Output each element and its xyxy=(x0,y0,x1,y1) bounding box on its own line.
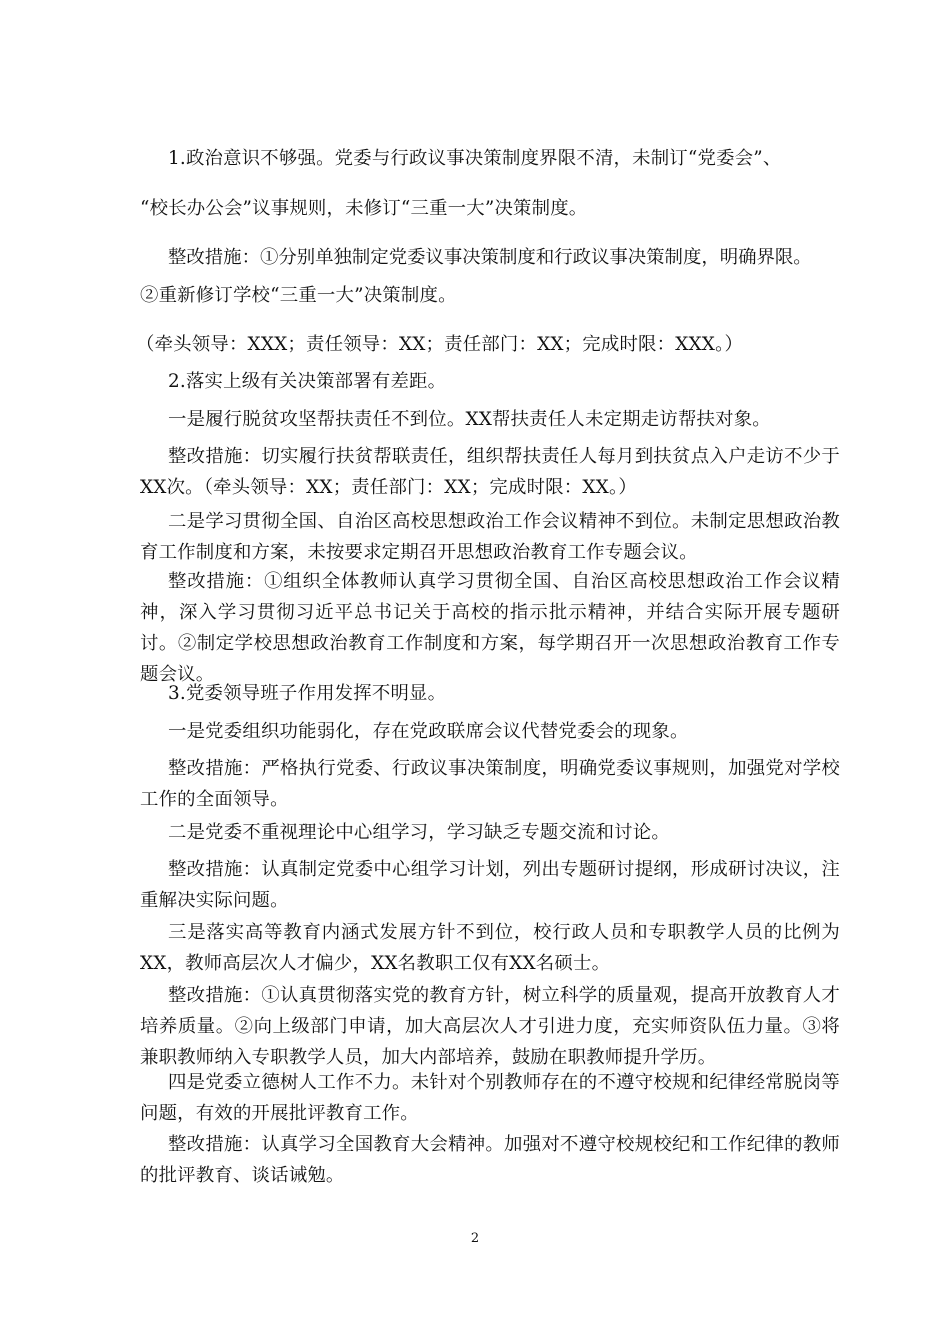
paragraph-issue-1-line-2: “校长办公会”议事规则，未修订“三重一大”决策制度。 xyxy=(140,198,588,219)
paragraph-issue-3-4: 四是党委立德树人工作不力。未针对个别教师存在的不遵守校规和纪律经常脱岗等问题，有效的开展批评教育工作。 xyxy=(140,1072,840,1124)
paragraph-measure-2-2: 整改措施：①组织全体教师认真学习贯彻全国、自治区高校思想政治工作会议精神，深入学习贯彻习近平总书记关于高校的指示批示精神，并结合实际开展专题研讨。②制定学校思想政治教育工作制度和方案，每学期召开一次思想政治教育工作专题会议。 xyxy=(140,571,840,685)
paragraph-issue-1-line-1: 1.政治意识不够强。党委与行政议事决策制度界限不清，未制订“党委会”、 xyxy=(168,148,782,169)
paragraph-measure-1-line-1: 整改措施：①分别单独制定党委议事决策制度和行政议事决策制度，明确界限。 xyxy=(168,247,812,268)
paragraph-measure-2-1: 整改措施：切实履行扶贫帮联责任，组织帮扶责任人每月到扶贫点入户走访不少于XX次。（牵头领导：XX；责任部门：XX；完成时限：XX。） xyxy=(140,446,840,498)
paragraph-measure-3-1: 整改措施：严格执行党委、行政议事决策制度，明确党委议事规则，加强党对学校工作的全面领导。 xyxy=(140,758,840,810)
paragraph-responsibility-1: （牵头领导：XXX；责任领导：XX；责任部门：XX；完成时限：XXX。） xyxy=(136,334,744,355)
heading-issue-3: 3.党委领导班子作用发挥不明显。 xyxy=(168,683,447,704)
page-number: 2 xyxy=(470,1231,480,1246)
paragraph-issue-3-1: 一是党委组织功能弱化，存在党政联席会议代替党委会的现象。 xyxy=(168,721,689,742)
paragraph-measure-1-line-2: ②重新修订学校“三重一大”决策制度。 xyxy=(140,285,457,306)
paragraph-issue-2-2: 二是学习贯彻全国、自治区高校思想政治工作会议精神不到位。未制定思想政治教育工作制度和方案，未按要求定期召开思想政治教育工作专题会议。 xyxy=(140,511,840,563)
paragraph-measure-3-4: 整改措施：认真学习全国教育大会精神。加强对不遵守校规校纪和工作纪律的教师的批评教育、谈话诫勉。 xyxy=(140,1134,840,1186)
paragraph-measure-3-2: 整改措施：认真制定党委中心组学习计划，列出专题研讨提纲，形成研讨决议，注重解决实际问题。 xyxy=(140,859,840,911)
paragraph-issue-3-2: 二是党委不重视理论中心组学习，学习缺乏专题交流和讨论。 xyxy=(168,822,670,843)
heading-issue-2: 2.落实上级有关决策部署有差距。 xyxy=(168,371,447,392)
paragraph-issue-3-3: 三是落实高等教育内涵式发展方针不到位，校行政人员和专职教学人员的比例为XX，教师高层次人才偏少，XX名教职工仅有XX名硕士。 xyxy=(140,922,840,974)
paragraph-measure-3-3: 整改措施：①认真贯彻落实党的教育方针，树立科学的质量观，提高开放教育人才培养质量。②向上级部门申请，加大高层次人才引进力度，充实师资队伍力量。③将兼职教师纳入专职教学人员，加大内部培养，鼓励在职教师提升学历。 xyxy=(140,985,840,1068)
paragraph-issue-2-1: 一是履行脱贫攻坚帮扶责任不到位。XX帮扶责任人未定期走访帮扶对象。 xyxy=(168,409,771,430)
